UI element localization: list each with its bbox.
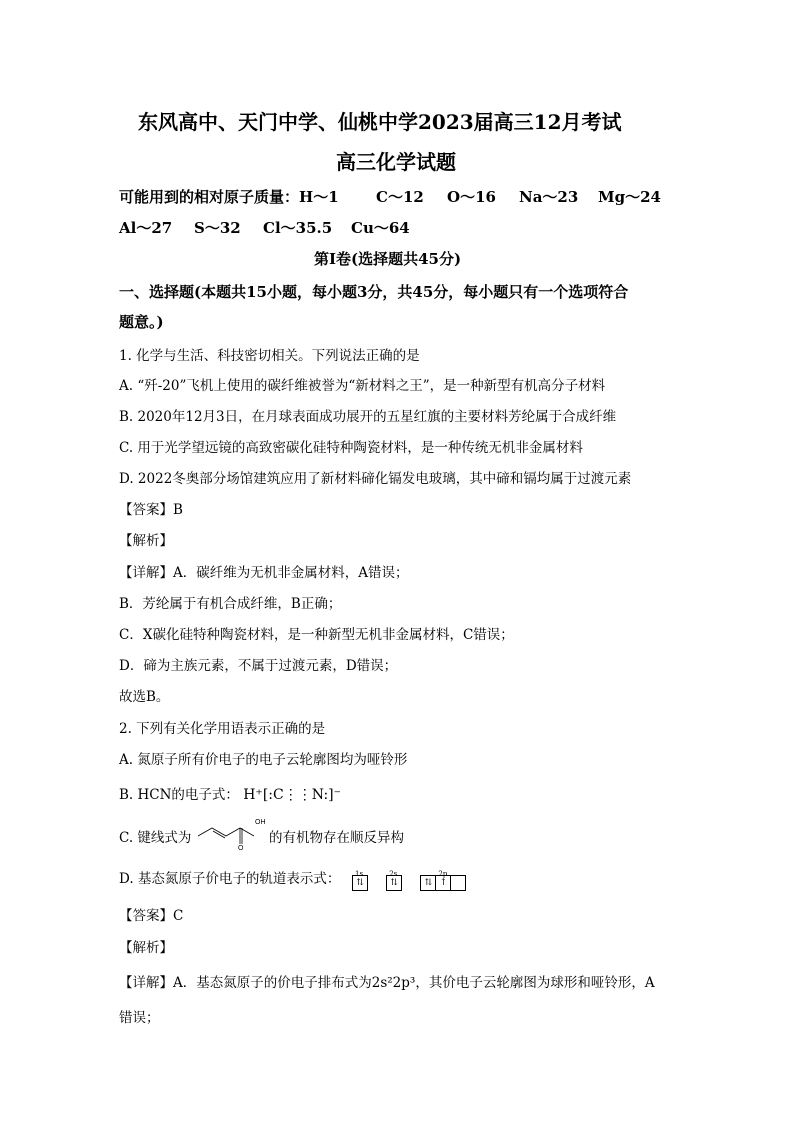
atomic-mass-item: S～32 <box>194 219 241 237</box>
volume-title: 第Ⅰ卷(选择题共45分) <box>314 250 462 268</box>
orbital-label: 2s <box>389 869 398 878</box>
orbital-fill: ⇅ <box>424 877 433 888</box>
atomic-mass-item: H～1 <box>299 188 339 206</box>
atomic-masses-line1 <box>119 186 339 207</box>
q1-conclusion: 故选B。 <box>119 689 170 705</box>
q1-stem: 1. 化学与生活、科技密切相关。下列说法正确的是 <box>119 348 420 364</box>
atomic-mass-item: C～12 <box>376 188 424 206</box>
part-title-cont: 题意。) <box>119 313 164 331</box>
q1-detail: C．X碳化硅特种陶瓷材料，是一种新型无机非金属材料，C错误； <box>119 627 514 643</box>
q1-detail: 【详解】A．碳纤维为无机非金属材料，A错误； <box>119 565 409 581</box>
orbital-fill: ⇅ <box>356 877 364 888</box>
q1-option-d: D. 2022冬奥部分场馆建筑应用了新材料碲化镉发电玻璃，其中碲和镉均属于过渡元素 <box>119 471 632 487</box>
skeletal-formula-diagram <box>196 812 268 850</box>
q2-answer: 【答案】C <box>119 908 184 924</box>
q2-detail-cont: 错误； <box>119 1010 160 1026</box>
atomic-mass-item: Cl～35.5 <box>263 219 333 237</box>
q1-answer: 【答案】B <box>119 502 183 518</box>
q2-option-c-prefix: C. 键线式为 <box>119 830 192 846</box>
q2-option-b-prefix: B. HCN的电子式： <box>119 787 239 803</box>
atomic-mass-item: Cu～64 <box>351 219 410 237</box>
part-title: 一、选择题(本题共15小题，每小题3分，共45分，每小题只有一个选项符合 <box>119 283 629 301</box>
page-subtitle: 高三化学试题 <box>336 150 456 174</box>
hcn-electron-formula: H⁺[:C⋮⋮N:]⁻ <box>243 787 342 803</box>
q2-analysis-label: 【解析】 <box>119 940 173 956</box>
atomic-mass-item: Mg～24 <box>598 188 661 206</box>
q2-option-c-suffix: 的有机物存在顺反异构 <box>269 830 404 846</box>
orbital-box-2p-3 <box>451 875 466 891</box>
q2-detail: 【详解】A．基态氮原子的价电子排布式为2s²2p³，其价电子云轮廓图为球形和哑铃形，A <box>119 975 655 991</box>
atomic-masses-label: 可能用到的相对原子质量： <box>119 188 300 206</box>
page-title: 东风高中、天门中学、仙桃中学2023届高三12月考试 <box>138 110 622 134</box>
atomic-mass-item: O～16 <box>447 188 496 206</box>
q1-option-c: C. 用于光学望远镜的高致密碳化硅特种陶瓷材料，是一种传统无机非金属材料 <box>119 440 583 456</box>
q2-option-b <box>119 783 341 803</box>
q1-detail: B．芳纶属于有机合成纤维，B正确； <box>119 596 342 612</box>
oh-label: OH <box>255 819 266 826</box>
atomic-mass-item: Al～27 <box>119 219 173 237</box>
o-label: O <box>238 845 244 850</box>
q2-option-a: A. 氮原子所有价电子的电子云轮廓图均为哑铃形 <box>119 752 408 768</box>
q2-stem: 2. 下列有关化学用语表示正确的是 <box>119 721 326 737</box>
orbital-box-2s <box>386 869 402 891</box>
q1-option-b: B. 2020年12月3日，在月球表面成功展开的五星红旗的主要材料芳纶属于合成纤维 <box>119 409 617 425</box>
orbital-box-1s <box>352 869 368 891</box>
q1-analysis-label: 【解析】 <box>119 533 173 549</box>
atomic-mass-item: Na～23 <box>519 188 579 206</box>
orbital-label: 2p <box>438 869 448 878</box>
orbital-fill: ⇅ <box>390 877 398 888</box>
orbital-box-2p-2 <box>436 869 451 891</box>
orbital-diagram <box>352 869 466 891</box>
orbital-label: 1s <box>355 869 364 878</box>
q1-option-a: A. “歼-20”飞机上使用的碳纤维被誉为“新材料之王”，是一种新型有机高分子材料 <box>119 378 606 394</box>
q2-option-d-prefix: D. 基态氮原子价电子的轨道表示式： <box>119 871 341 887</box>
q1-detail: D．碲为主族元素，不属于过渡元素，D错误； <box>119 658 398 674</box>
orbital-fill: ↑ <box>439 877 448 888</box>
orbital-box-2p-1 <box>420 875 436 891</box>
